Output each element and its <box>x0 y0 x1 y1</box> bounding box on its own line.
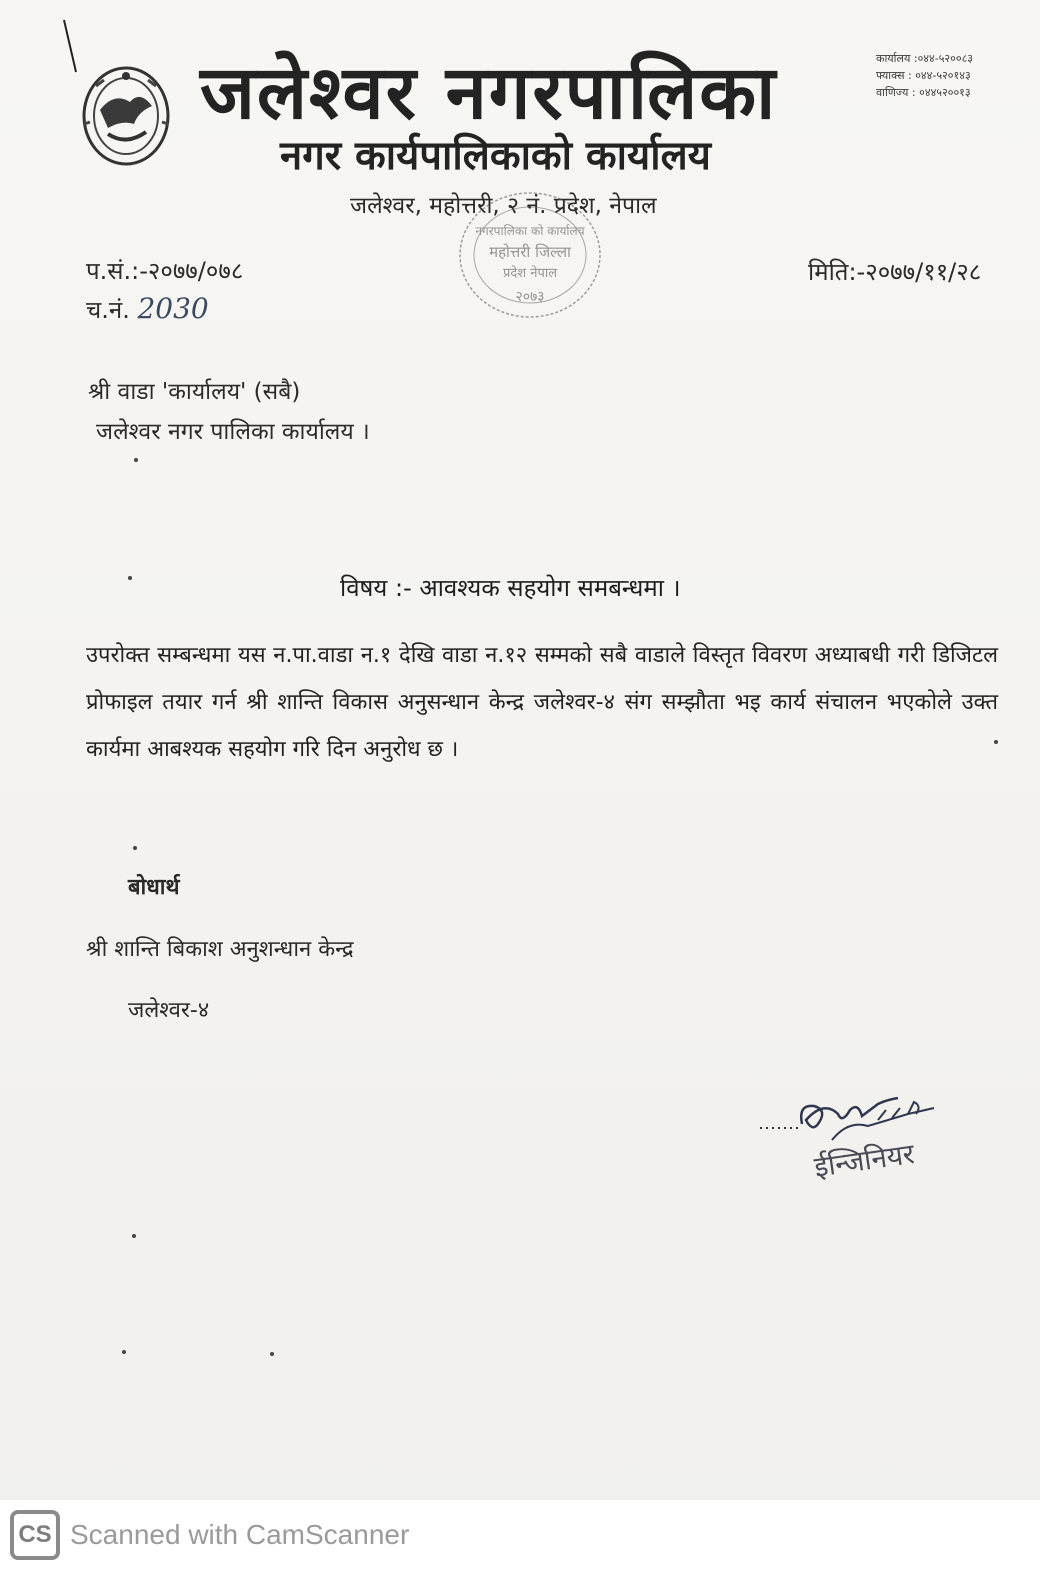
addressee-line-1: श्री वाडा 'कार्यालय' (सबै) <box>88 379 301 405</box>
scan-speck <box>133 846 137 850</box>
dispatch-number-row <box>86 290 386 329</box>
municipality-title: जलेश्वर नगरपालिका <box>200 50 778 136</box>
scan-speck <box>134 458 138 462</box>
stamp-line-4: २०७३ <box>515 289 545 305</box>
dispatch-number: 2030 <box>137 292 209 325</box>
pen-mark <box>60 18 80 74</box>
contact-numbers <box>876 50 1036 101</box>
contact-commerce: वाणिज्य : ०४४५२००१३ <box>876 86 971 99</box>
dispatch-number-label: च.नं. <box>86 296 130 324</box>
cc-label: बोधार्थ <box>128 875 180 900</box>
official-stamp <box>445 185 615 325</box>
scanner-watermark-text: Scanned with CamScanner <box>70 1519 410 1550</box>
contact-fax: फ्याक्स : ०४४-५२०१४३ <box>876 69 971 82</box>
office-address: जलेश्वर, महोत्तरी, २ नं. प्रदेश, नेपाल <box>350 193 657 219</box>
stamp-line-2: महोत्तरी जिल्ला <box>489 243 571 261</box>
scan-speck <box>128 576 132 580</box>
stamp-line-1: नगरपालिका को कार्यालय <box>475 224 585 238</box>
letter-date: मिति:-२०७७/११/२८ <box>808 258 982 286</box>
scan-speck <box>994 740 998 744</box>
cc-location: जलेश्वर-४ <box>128 998 210 1023</box>
addressee-line-2: जलेश्वर नगर पालिका कार्यालय । <box>96 419 370 445</box>
stamp-line-3: प्रदेश नेपाल <box>502 266 558 281</box>
addressee <box>88 372 588 452</box>
cc-organization: श्री शान्ति बिकाश अनुशन्धान केन्द्र <box>86 937 354 962</box>
letter-body: उपरोक्त सम्बन्धमा यस न.पा.वाडा न.१ देखि वाडा न.१२ सम्मको सबै वाडाले विस्तृत विवरण अध्याबधी गरी डिजिटल प्रोफाइल तयार गर्न श्री शान्ति विकास अनुसन्धान केन्द्र जलेश्वर-४ संग सम्झौता भइ कार्य संचालन भएकोले उक्त कार्यमा आबश्यक सहयोग गरि दिन अनुरोध छ । <box>86 643 998 762</box>
reference-block <box>86 252 386 329</box>
camscanner-logo-icon: CS <box>10 1510 60 1560</box>
letter-number: प.सं.:-२०७७/०७८ <box>86 257 244 285</box>
scan-speck <box>132 1234 136 1238</box>
contact-office: कार्यालय :०४४-५२००८३ <box>876 52 974 65</box>
signatory-title: ईन्जिनियर <box>812 1136 917 1184</box>
office-subtitle: नगर कार्यपालिकाको कार्यालय <box>280 132 711 179</box>
scan-speck <box>122 1350 126 1354</box>
letter-subject: विषय :- आवश्यक सहयोग समबन्धमा । <box>340 574 681 602</box>
scan-speck <box>270 1352 274 1356</box>
municipality-emblem-icon <box>78 62 174 170</box>
